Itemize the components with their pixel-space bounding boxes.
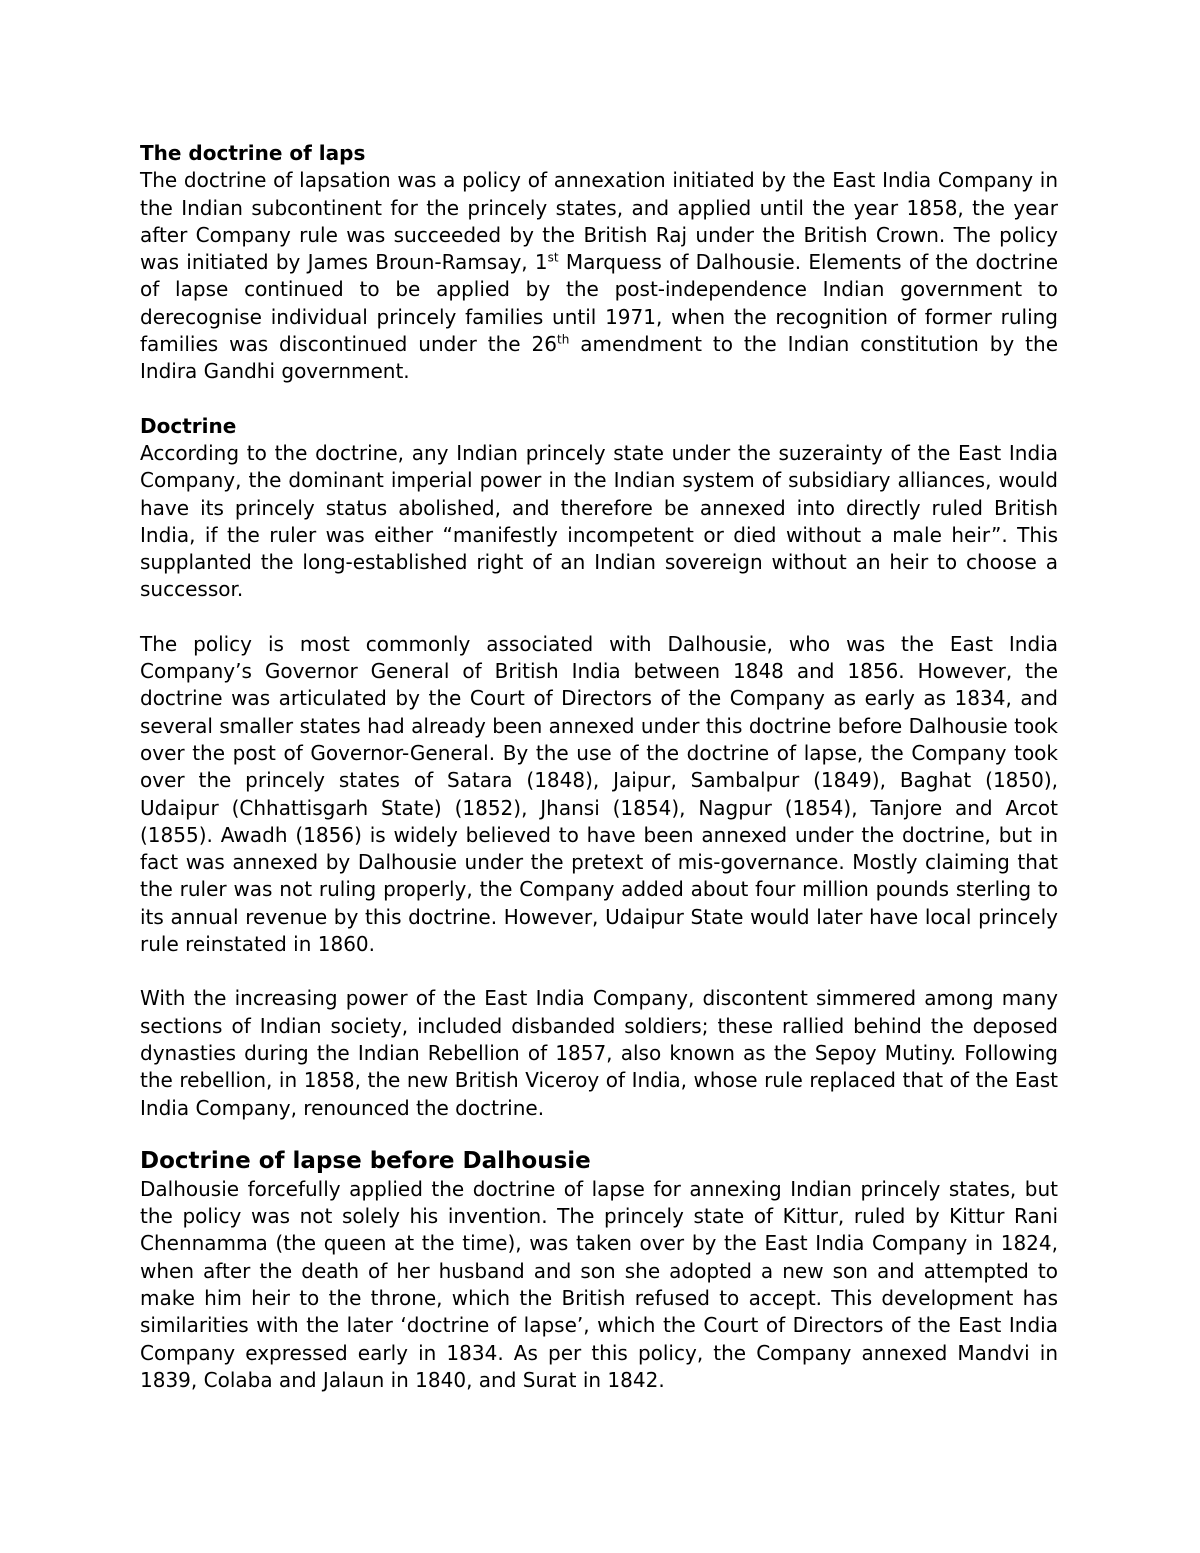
section-heading-doctrine: Doctrine bbox=[140, 413, 237, 438]
paragraph-intro-part2: Marquess of Dalhousie. Elements of the doctrine of lapse continued to be applied by the post-independence Indian government to derecognise individual princely families until 1971, when the recognition of former ruling families was discontinued under the 26 bbox=[140, 250, 1058, 357]
paragraph-before-dalhousie: Dalhousie forcefully applied the doctrine of lapse for annexing Indian princely states, but the policy was not solely his invention. The princely state of Kittur, ruled by Kittur Rani Chennamma (the queen at the time), was taken over by the East India Company in 1824, when after the death of her husband and son she adopted a new son and attempted to make him heir to the throne, which the British refused to accept. This development has similarities with the later ‘doctrine of lapse’, which the Court of Directors of the East India Company expressed early in 1834. As per this policy, the Company annexed Mandvi in 1839, Colaba and Jalaun in 1840, and Surat in 1842. bbox=[140, 1176, 1058, 1392]
section-heading-before-dalhousie: Doctrine of lapse before Dalhousie bbox=[140, 1147, 591, 1174]
paragraph-doctrine-definition: According to the doctrine, any Indian princely state under the suzerainty of the East India Company, the dominant imperial power in the Indian system of subsidiary alliances, would have its princely status abolished, and therefore be annexed into directly ruled British India, if the ruler was either “manifestly incompetent or died without a male heir”. This supplanted the long-established right of an Indian sovereign without an heir to choose a successor. bbox=[140, 440, 1058, 602]
superscript-st: st bbox=[547, 250, 559, 265]
section-heading-doctrine-of-laps: The doctrine of laps bbox=[140, 141, 366, 165]
paragraph-intro bbox=[140, 167, 1058, 385]
paragraph-intro-part1: The doctrine of lapsation was a policy of annexation initiated by the East India Company in the Indian subcontinent for the princely states, and applied until the year 1858, the year after Company rule was succeeded by the British Raj under the British Crown. The policy was initiated by James Broun-Ramsay, 1 bbox=[140, 168, 1058, 275]
spacer bbox=[140, 1122, 1058, 1146]
spacer bbox=[140, 958, 1058, 985]
spacer bbox=[140, 386, 1058, 413]
paragraph-intro-part3: amendment to the Indian constitution by the Indira Gandhi government. bbox=[140, 332, 1059, 384]
paragraph-dalhousie-policy: The policy is most commonly associated with Dalhousie, who was the East India Company’s Governor General of British India between 1848 and 1856. However, the doctrine was articulated by the Court of Directors of the Company as early as 1834, and several smaller states had already been annexed under this doctrine before Dalhousie took over the post of Governor-General. By the use of the doctrine of lapse, the Company took over the princely states of Satara (1848), Jaipur, Sambalpur (1849), Baghat (1850), Udaipur (Chhattisgarh State) (1852), Jhansi (1854), Nagpur (1854), Tanjore and Arcot (1855). Awadh (1856) is widely believed to have been annexed under the doctrine, but in fact was annexed by Dalhousie under the pretext of mis-governance. Mostly claiming that the ruler was not ruling properly, the Company added about four million pounds sterling to its annual revenue by this doctrine. However, Udaipur State would later have local princely rule reinstated in 1860. bbox=[140, 631, 1058, 957]
document-page bbox=[140, 140, 1058, 1394]
spacer bbox=[140, 604, 1058, 631]
paragraph-rebellion: With the increasing power of the East India Company, discontent simmered among many sections of Indian society, included disbanded soldiers; these rallied behind the deposed dynasties during the Indian Rebellion of 1857, also known as the Sepoy Mutiny. Following the rebellion, in 1858, the new British Viceroy of India, whose rule replaced that of the East India Company, renounced the doctrine. bbox=[140, 986, 1058, 1120]
superscript-th: th bbox=[556, 332, 570, 347]
